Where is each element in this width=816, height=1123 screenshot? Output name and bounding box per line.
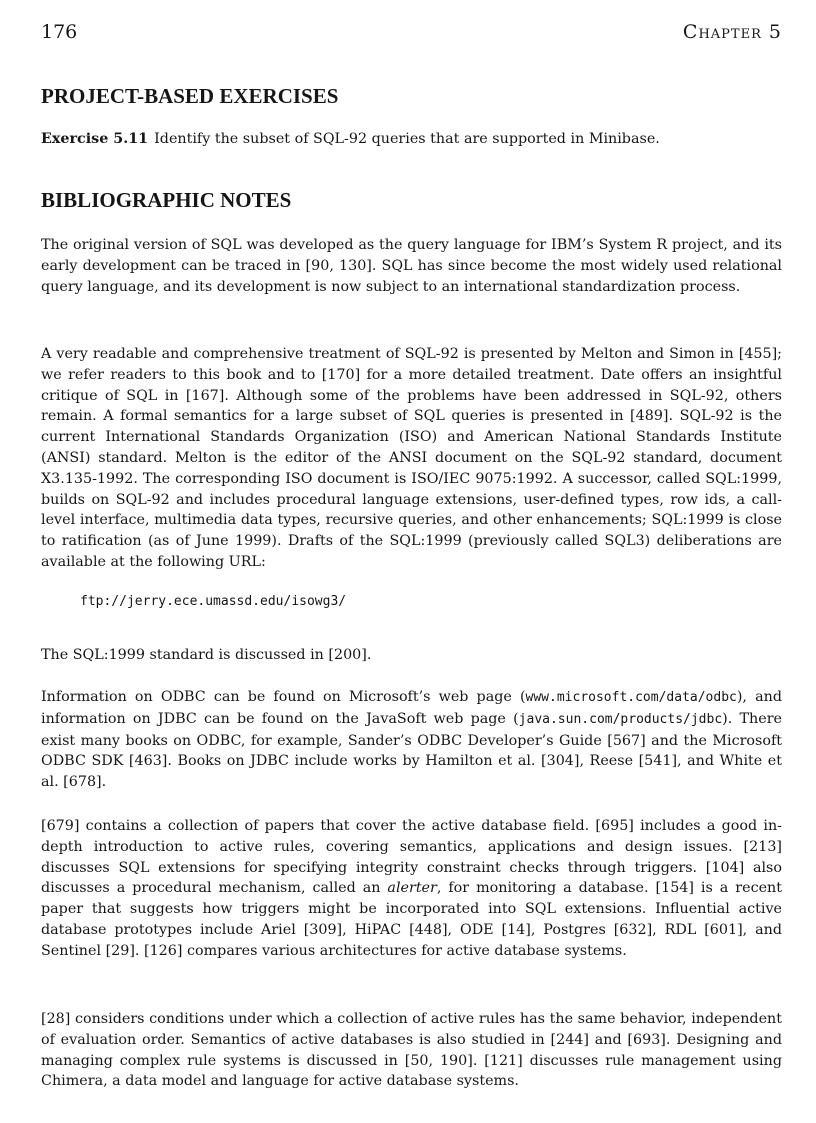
p5-text-a: [679] contains a collection of papers that cover the active database field. [695] includes a good in-depth introduction to active rules, covering semantics, applications and design issues. [213] discusses SQL extensions for specifying integrity constraint checks through triggers. [104] also discusses a procedural mechanism, called an — [41, 818, 782, 897]
p4-text-c: ). There exist many books on ODBC, for example, Sander’s ODBC Developer’s Guide [567] and the Microsoft ODBC SDK [463]. Books on JDBC include works by Hamilton et al. [304], Reese [541], and White et al. [678]. — [41, 710, 782, 791]
exercise-label: Exercise 5.11 — [41, 131, 149, 147]
exercise-text: Identify the subset of SQL-92 queries that are supported in Minibase. — [154, 131, 660, 147]
paragraph-active-rules: [28] considers conditions under which a collection of active rules has the same behavior, independent of evaluation order. Semantics of active databases is also studied in [244] and [693]. Designing and managing complex rule systems is discussed in [50, 190]. [121] discusses rule management using Chimera, a data model and language for active database systems. — [41, 1011, 782, 1090]
p4-text-b: ), and information on JDBC can be found on the JavaSoft web page ( — [41, 689, 782, 727]
sql1999-drafts-url: ftp://jerry.ece.umassd.edu/isowg3/ — [80, 594, 347, 609]
running-head — [41, 21, 782, 47]
paragraph-odbc-jdbc — [41, 687, 782, 793]
paragraph-active-databases — [41, 816, 782, 962]
bibliographic-notes-heading: BIBLIOGRAPHIC NOTES — [41, 188, 292, 212]
chapter-label: Chapter 5 — [682, 21, 782, 43]
microsoft-odbc-url: www.microsoft.com/data/odbc — [525, 690, 737, 705]
project-exercises-heading: PROJECT-BASED EXERCISES — [41, 84, 339, 108]
p4-text-a: Information on ODBC can be found on Microsoft’s web page ( — [41, 689, 526, 705]
exercise-5-11 — [41, 131, 660, 147]
paragraph-sql-origins: The original version of SQL was developed as the query language for IBM’s System R project, and its early development can be traced in [90, 130]. SQL has since become the most widely used relational query language, and its development is now subject to an international standardization process. — [41, 237, 782, 295]
paragraph-sql92-treatment: A very readable and comprehensive treatment of SQL-92 is presented by Melton and Simon in [455]; we refer readers to this book and to [170] for a more detailed treatment. Date offers an insightful critique of SQL in [167]. Although some of the problems have been addressed in SQL-92, others remain. A formal semantics for a large subset of SQL queries is presented in [489]. SQL-92 is the current International Standards Organization (ISO) and American National Standards Institute (ANSI) standard. Melton is the editor of the ANSI document on the SQL-92 standard, document X3.135-1992. The corresponding ISO document is ISO/IEC 9075:1992. A successor, called SQL:1999, builds on SQL-92 and includes procedural language extensions, user-defined types, row ids, a call-level interface, multimedia data types, recursive queries, and other enhancements; SQL:1999 is close to ratification (as of June 1999). Drafts of the SQL:1999 (previously called SQL3) deliberations are available at the following URL: — [41, 346, 782, 570]
p5-text-b: , for monitoring a database. [154] is a recent paper that suggests how triggers might be incorporated into SQL extensions. Influential active database prototypes include Ariel [309], HiPAC [448], ODE [14], Postgres [632], RDL [601], and Sentinel [29]. [126] compares various architectures for active database systems. — [41, 880, 783, 959]
alerter-term: alerter — [387, 880, 437, 897]
javasoft-jdbc-url: java.sun.com/products/jdbc — [518, 711, 723, 727]
page-number: 176 — [41, 21, 78, 43]
paragraph-sql1999-standard: The SQL:1999 standard is discussed in [200]. — [41, 647, 372, 663]
